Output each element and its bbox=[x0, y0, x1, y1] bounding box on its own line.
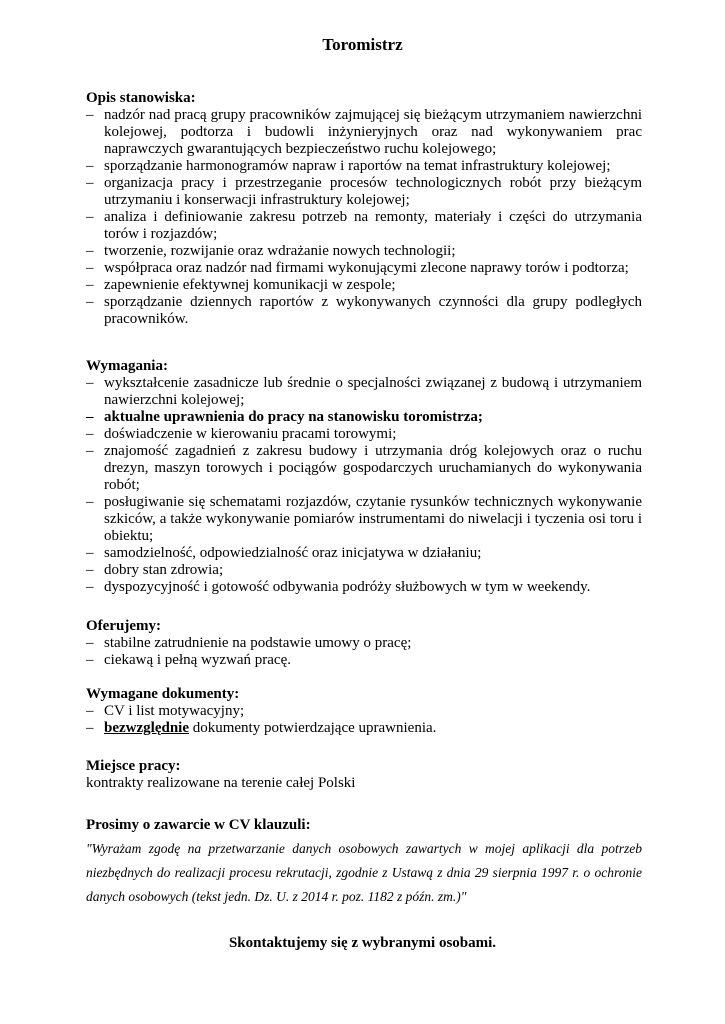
section-documents bbox=[86, 686, 642, 737]
list-item-text: dokumenty potwierdzające uprawnienia. bbox=[188, 720, 437, 736]
section-heading: Opis stanowiska: bbox=[86, 90, 196, 106]
list-item: – zapewnienie efektywnej komunikacji w zespole; bbox=[86, 277, 642, 294]
list-item: – doświadczenie w kierowaniu pracami torowymi; bbox=[86, 426, 642, 443]
list-item: – sporządzanie harmonogramów napraw i raportów na temat infrastruktury kolejowej; bbox=[86, 158, 642, 175]
list-item: – analiza i definiowanie zakresu potrzeb na remonty, materiały i części do utrzymania torów i rozjazdów; bbox=[86, 209, 642, 243]
bullet-list bbox=[86, 107, 642, 328]
section-job-description bbox=[86, 90, 642, 328]
section-heading: Wymagane dokumenty: bbox=[86, 686, 240, 702]
list-item: – posługiwanie się schematami rozjazdów, czytanie rysunków technicznych wykonywanie szkiców, a także wykonywanie pomiarów instrumentami do niwelacji i tyczenia osi toru i obiektu; bbox=[86, 494, 642, 545]
list-item: – tworzenie, rozwijanie oraz wdrażanie nowych technologii; bbox=[86, 243, 642, 260]
page-title: Toromistrz bbox=[322, 35, 403, 54]
list-item: – dyspozycyjność i gotowość odbywania podróży służbowych w tym w weekendy. bbox=[86, 579, 642, 596]
bullet-list bbox=[86, 703, 642, 737]
emphasis-text: bezwzględnie bbox=[104, 720, 189, 736]
list-item: – ciekawą i pełną wyzwań pracę. bbox=[86, 652, 642, 669]
list-item: – wykształcenie zasadnicze lub średnie o specjalności związanej z budową i utrzymaniem nawierzchni kolejowej; bbox=[86, 375, 642, 409]
workplace-text: kontrakty realizowane na terenie całej Polski bbox=[86, 775, 356, 791]
section-requirements bbox=[86, 358, 642, 596]
clause-text: "Wyrażam zgodę na przetwarzanie danych osobowych zawartych w mojej aplikacji dla potrzeb niezbędnych do realizacji procesu rekrutacji, zgodnie z Ustawą z dnia 29 sierpnia 1997 r. o ochronie danych osobowych (tekst jedn. Dz. U. z 2014 r. poz. 1182 z późn. zm.)" bbox=[86, 841, 642, 904]
section-heading: Prosimy o zawarcie w CV klauzuli: bbox=[86, 817, 311, 833]
section-offer bbox=[86, 618, 642, 669]
list-item: – stabilne zatrudnienie na podstawie umowy o pracę; bbox=[86, 635, 642, 652]
list-item: – współpraca oraz nadzór nad firmami wykonującymi zlecone naprawy torów i podtorza; bbox=[86, 260, 642, 277]
section-heading: Miejsce pracy: bbox=[86, 758, 181, 774]
section-clause bbox=[86, 817, 642, 909]
list-item: – nadzór nad pracą grupy pracowników zajmującej się bieżącym utrzymaniem nawierzchni kolejowej, podtorza i budowli inżynieryjnych oraz nad wykonywaniem prac naprawczych gwarantujących bezpieczeństwo ruchu kolejowego; bbox=[86, 107, 642, 158]
section-workplace bbox=[86, 758, 642, 792]
section-heading: Oferujemy: bbox=[86, 618, 161, 634]
list-item: – znajomość zagadnień z zakresu budowy i utrzymania dróg kolejowych oraz o ruchu drezyn, maszyn torowych i pociągów gospodarczych uruchamianych do wykonywania robót; bbox=[86, 443, 642, 494]
bullet-list bbox=[86, 635, 642, 669]
list-item: – samodzielność, odpowiedzialność oraz inicjatywa w działaniu; bbox=[86, 545, 642, 562]
list-item: – organizacja pracy i przestrzeganie procesów technologicznych robót przy bieżącym utrzymaniu i konserwacji infrastruktury kolejowej; bbox=[86, 175, 642, 209]
list-item: – CV i list motywacyjny; bbox=[86, 703, 642, 720]
list-item bbox=[86, 720, 642, 737]
contact-note: Skontaktujemy się z wybranymi osobami. bbox=[228, 935, 497, 951]
list-item: – dobry stan zdrowia; bbox=[86, 562, 642, 579]
list-item: – aktualne uprawnienia do pracy na stanowisku toromistrza; bbox=[86, 409, 642, 426]
list-item: – sporządzanie dziennych raportów z wykonywanych czynności dla grupy podległych pracowników. bbox=[86, 294, 642, 328]
section-heading: Wymagania: bbox=[86, 358, 168, 374]
bullet-list bbox=[86, 375, 642, 596]
